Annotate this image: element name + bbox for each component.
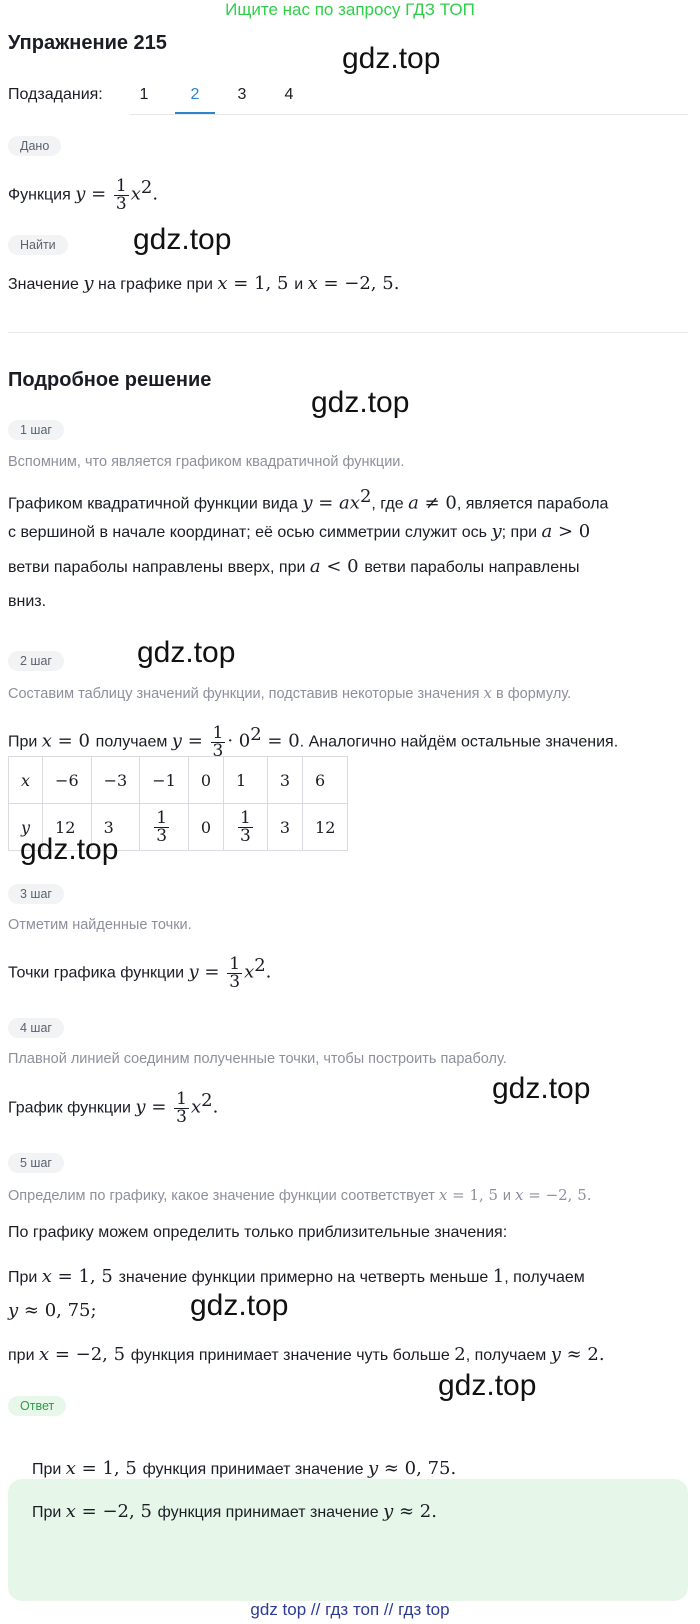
- answer-line2: При x = −2, 5 функция принимает значение y ≈ 2.: [32, 1501, 437, 1522]
- watermark: gdz.top: [311, 386, 410, 419]
- active-tab-indicator: [175, 112, 215, 114]
- given-pill: Дано: [8, 136, 61, 156]
- page-title: Упражнение 215: [8, 32, 167, 54]
- subtask-tab-3[interactable]: 3: [237, 86, 247, 103]
- fraction: $\frac{1}{3}$: [156, 807, 168, 846]
- table-cell: [140, 804, 189, 851]
- table-cell: 3: [267, 757, 302, 804]
- table-cell: 0: [188, 757, 223, 804]
- table-cell: 1: [224, 757, 268, 804]
- subtask-tab-4[interactable]: 4: [284, 86, 294, 103]
- table-cell: x: [9, 757, 43, 804]
- table-cell: 3: [91, 804, 140, 851]
- answer-pill: Ответ: [8, 1396, 66, 1416]
- subtask-tab-1[interactable]: 1: [139, 86, 149, 103]
- table-cell: y: [9, 804, 43, 851]
- table-cell: −3: [91, 757, 140, 804]
- step3-pill: 3 шаг: [8, 884, 64, 904]
- step2-pill: 2 шаг: [8, 651, 64, 671]
- watermark: gdz.top: [492, 1072, 591, 1105]
- watermark: gdz.top: [133, 223, 232, 256]
- watermark: gdz.top: [190, 1289, 289, 1322]
- fraction: $\frac{1}{3}$: [240, 807, 251, 846]
- subtasks-label: Подзадания:: [8, 86, 103, 103]
- table-cell: 6: [303, 757, 348, 804]
- table-cell: 12: [303, 804, 348, 851]
- solution-heading: Подробное решение: [8, 369, 212, 391]
- subtask-tab-2[interactable]: 2: [190, 86, 200, 103]
- find-text: Значение y на графике при x = 1, 5 и x = −2, 5.: [8, 273, 400, 294]
- step5-line3: y ≈ 0, 75;: [8, 1300, 97, 1321]
- step4-hint: Плавной линией соединим полученные точки, чтобы построить параболу.: [8, 1051, 507, 1067]
- step1-line3: ветви параболы направлены вверх, при a < 0 ветви параболы направлены: [8, 556, 580, 577]
- step2-line: При x = 0 получаем y = $\frac{1}{3}$ · $0^2 = 0$. Аналогично найдём остальные значения.: [8, 722, 619, 761]
- step2-hint: Составим таблицу значений функции, подставив некоторые значения x в формулу.: [8, 684, 572, 702]
- step5-line1: По графику можем определить только приблизительные значения:: [8, 1224, 508, 1241]
- table-cell: −6: [43, 757, 92, 804]
- step1-line2: с вершиной в начале координат; её осью симметрии служит ось y; при a > 0: [8, 521, 591, 542]
- search-banner: Ищите нас по запросу ГДЗ ТОП: [225, 0, 475, 19]
- table-cell: 3: [267, 804, 302, 851]
- step1-pill: 1 шаг: [8, 420, 64, 440]
- watermark: gdz.top: [342, 42, 441, 75]
- step5-line4: при x = −2, 5 функция принимает значение чуть больше 2, получаем y ≈ 2.: [8, 1344, 605, 1365]
- watermark: gdz.top: [438, 1369, 537, 1402]
- tabs-divider: [130, 114, 688, 115]
- step4-pill: 4 шаг: [8, 1018, 64, 1038]
- section-divider: [8, 332, 688, 333]
- footer-links[interactable]: gdz top // гдз топ // гдз top: [250, 1600, 450, 1619]
- step3-hint: Отметим найденные точки.: [8, 917, 192, 933]
- given-text: Функция y = $\frac{1}{3}$ $x^2$.: [8, 175, 159, 214]
- step1-hint: Вспомним, что является графиком квадратичной функции.: [8, 454, 405, 470]
- table-cell: −1: [140, 757, 189, 804]
- table-cell: [224, 804, 268, 851]
- step5-hint: Определим по графику, какое значение функции соответствует x = 1, 5 и x = −2, 5.: [8, 1186, 592, 1204]
- table-cell: 0: [188, 804, 223, 851]
- watermark: gdz.top: [20, 833, 119, 866]
- table-row-x: [9, 757, 348, 804]
- step5-line2: При x = 1, 5 значение функции примерно на четверть меньше 1, получаем: [8, 1266, 585, 1287]
- watermark: gdz.top: [137, 636, 236, 669]
- step5-pill: 5 шаг: [8, 1153, 64, 1173]
- step3-text: Точки графика функции y = $\frac{1}{3}$ $x^2$.: [8, 953, 272, 992]
- answer-line1: При x = 1, 5 функция принимает значение y ≈ 0, 75.: [32, 1458, 457, 1479]
- table-cell: 12: [43, 804, 92, 851]
- step1-line4: вниз.: [8, 593, 47, 610]
- step4-text: График функции y = $\frac{1}{3}$ $x^2$.: [8, 1088, 219, 1127]
- step1-line1: Графиком квадратичной функции вида $y = ax^2$, где a ≠ 0, является парабола: [8, 486, 609, 514]
- find-pill: Найти: [8, 235, 68, 255]
